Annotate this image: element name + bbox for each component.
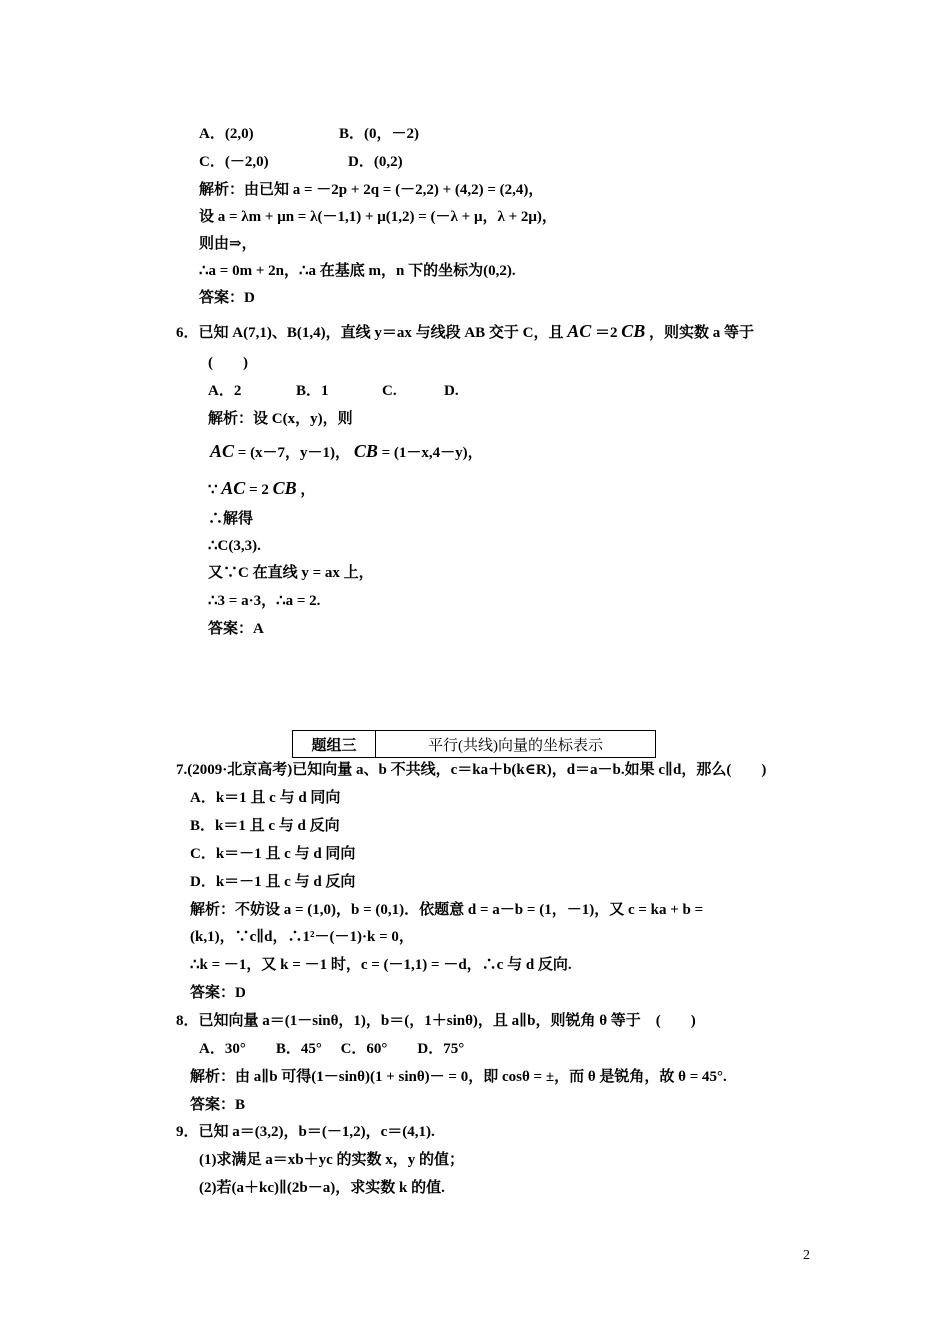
p5-solution-line-4: ∴a = 0m + 2n，∴a 在基底 m，n 下的坐标为(0,2). (199, 263, 516, 279)
p6-comma: ， (300, 482, 316, 498)
p6-solution-line-6: 又∵C 在直线 y = ax 上， (208, 565, 374, 581)
p5-option-c: C．(－2,0) (199, 154, 269, 170)
p5-answer: 答案：D (199, 290, 255, 306)
p6-solution-line-3 (208, 478, 315, 500)
group-label: 题组三 (293, 731, 376, 757)
p6-solution-line-7: ∴3 = a·3，∴a = 2. (208, 593, 321, 609)
p9-part-2: (2)若(a＋kc)∥(2b－a)，求实数 k 的值. (199, 1180, 445, 1196)
p5-option-d: D．(0,2) (348, 154, 403, 170)
p6-option-a: A．2 (208, 383, 242, 399)
p6-question-pre: 6．已知 A(7,1)、B(1,4)，直线 y＝ax 与线段 AB 交于 C，且 (176, 325, 564, 341)
group-title: 平行(共线)向量的坐标表示 (428, 737, 603, 754)
p6-option-d: D. (444, 383, 459, 399)
vector-ac: AC (567, 321, 592, 341)
p6-question-mid: ＝2 (595, 325, 618, 341)
p7-solution-line-3: ∴k = －1，又 k = －1 时，c = (－1,1) = －d，∴c 与 d 反向. (190, 957, 572, 973)
vector-cb: CB (353, 441, 378, 461)
p6-solution-line-2 (210, 441, 483, 463)
p6-answer-blank: ( ) (208, 355, 248, 371)
p6-option-b: B．1 (296, 383, 329, 399)
p5-solution-line-2: 设 a = λm + μn = λ(－1,1) + μ(1,2) = (－λ + μ，λ + 2μ)， (199, 209, 557, 225)
p5-solution-line-1: 解析：由已知 a = －2p + 2q = (－2,2) + (4,2) = (2,4)， (199, 182, 544, 198)
vector-ac: AC (221, 478, 246, 498)
vector-cb: CB (272, 478, 297, 498)
p5-option-b: B．(0，－2) (339, 126, 419, 142)
p6-option-c: C. (382, 383, 397, 399)
p6-cb-coords: = (1－x,4－y)， (381, 445, 483, 461)
p7-solution-line-2: (k,1)，∵c∥d，∴1²－(－1)·k = 0， (190, 929, 414, 945)
p7-option-d: D．k＝－1 且 c 与 d 反向 (190, 874, 356, 890)
p6-solution-line-4: ∴解得 (208, 511, 254, 527)
p8-answer: 答案：B (190, 1097, 246, 1113)
p6-ac-coords: = (x－7，y－1)， (237, 445, 351, 461)
p7-option-b: B．k＝1 且 c 与 d 反向 (190, 818, 340, 834)
p5-option-a: A．(2,0) (199, 126, 254, 142)
p5-solution-line-3: 则由⇒， (199, 236, 257, 252)
p7-option-a: A．k＝1 且 c 与 d 同向 (190, 790, 341, 806)
p7-answer: 答案：D (190, 985, 246, 1001)
p6-solution-line-1: 解析：设 C(x，y)，则 (208, 411, 353, 427)
p9-part-1: (1)求满足 a＝xb＋yc 的实数 x，y 的值； (199, 1152, 464, 1168)
p6-question-post: ，则实数 a 等于 (649, 325, 755, 341)
p8-options: A．30° B．45° C．60° D．75° (199, 1041, 465, 1057)
p8-question: 8．已知向量 a＝(1－sinθ，1)，b＝(，1＋sinθ)，且 a∥b，则锐角 θ 等于 ( ) (176, 1013, 696, 1029)
p6-equals-two: = 2 (249, 482, 269, 498)
p7-question: 7.(2009·北京高考)已知向量 a、b 不共线，c＝ka＋b(k∈R)，d＝a－b.如果 c∥d，那么( ) (176, 762, 767, 778)
p7-solution-line-1: 解析：不妨设 a = (1,0)，b = (0,1)．依题意 d = a－b = (1，－1)，又 c = ka + b = (190, 902, 704, 918)
vector-ac: AC (210, 441, 235, 461)
vector-cb: CB (621, 321, 646, 341)
p8-solution: 解析：由 a∥b 可得(1－sinθ)(1 + sinθ)－ = 0，即 cosθ = ±，而 θ 是锐角，故 θ = 45°. (190, 1069, 727, 1085)
because-symbol: ∵ (208, 482, 218, 498)
page-number: 2 (803, 1248, 810, 1263)
p9-question: 9．已知 a＝(3,2)，b＝(－1,2)，c＝(4,1). (176, 1124, 435, 1140)
p6-solution-line-5: ∴C(3,3). (208, 538, 261, 554)
p7-option-c: C．k＝－1 且 c 与 d 同向 (190, 846, 356, 862)
p6-question (176, 321, 754, 343)
group-header-table (292, 730, 656, 758)
p6-answer: 答案：A (208, 621, 264, 637)
